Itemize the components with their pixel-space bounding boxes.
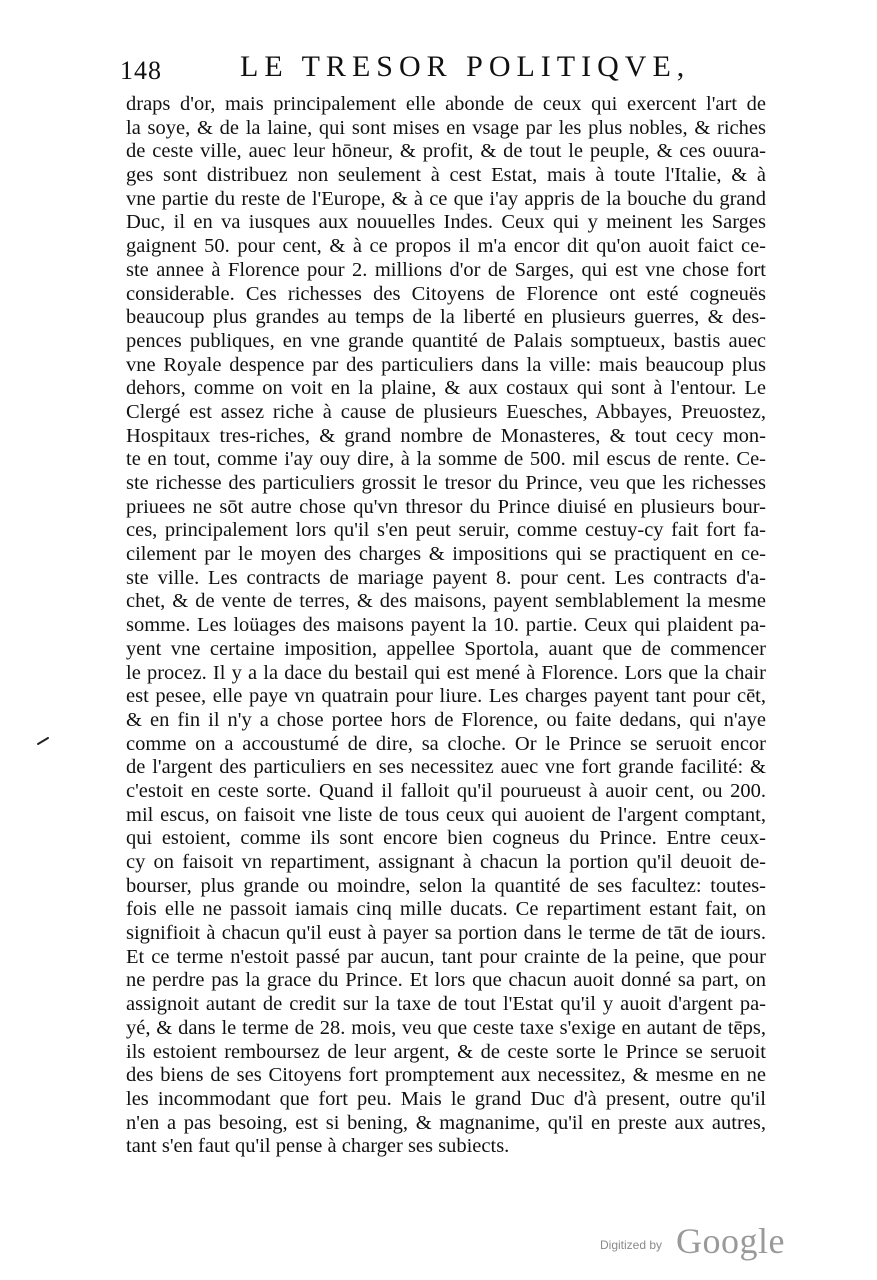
text-line: mil escus, on faisoit vne liste de tous ceux qui auoient de l'argent comptant, <box>126 803 766 826</box>
text-line: c'estoit en ceste sorte. Quand il falloit qu'il pourueust à auoir cent, ou 200. <box>126 779 766 802</box>
text-line: tant s'en faut qu'il pense à charger ses subiects. <box>126 1135 510 1158</box>
text-line: Et ce terme n'estoit passé par aucun, tant pour crainte de la peine, que pour <box>126 945 766 968</box>
text-line: signifioit à chacun qu'il eust à payer sa portion dans le terme de tāt de iours. <box>126 922 766 945</box>
text-line: vne Royale despence par des particuliers dans la ville: mais beaucoup plus <box>126 353 766 376</box>
margin-tick-mark <box>36 736 50 746</box>
text-line: Hospitaux tres-riches, & grand nombre de Monasteres, & tout cecy mon- <box>126 424 766 447</box>
page-number: 148 <box>120 56 162 85</box>
text-line: bourser, plus grande ou moindre, selon la quantité de ses facultez: toutes- <box>126 874 766 897</box>
text-line: vne partie du reste de l'Europe, & à ce que i'ay appris de la bouche du grand <box>126 187 766 210</box>
text-line: n'en a pas besoing, est si bening, & magnanime, qu'il en preste aux autres, <box>126 1111 766 1134</box>
text-line: cilement par le moyen des charges & impositions qui se practiquent en ce- <box>126 543 766 566</box>
text-line: ne perdre pas la grace du Prince. Et lors que chacun auoit donné sa part, on <box>126 969 766 992</box>
text-line: Duc, il en va iusques aux nouuelles Indes. Ceux qui y meinent les Sarges <box>126 211 766 234</box>
text-line: ste annee à Florence pour 2. millions d'or de Sarges, qui est vne chose fort <box>126 258 766 281</box>
text-line: yé, & dans le terme de 28. mois, veu que ceste taxe s'exige en autant de tēps, <box>126 1016 766 1039</box>
body-text <box>126 93 766 1159</box>
text-line: chet, & de vente de terres, & des maisons, payent semblablement la mesme <box>126 590 766 613</box>
digitized-watermark <box>600 1220 790 1264</box>
text-line: somme. Les loüages des maisons payent la 10. partie. Ceux qui plaident pa- <box>126 614 766 637</box>
text-line: te en tout, comme i'ay ouy dire, à la somme de 500. mil escus de rente. Ce- <box>126 448 766 471</box>
text-line: pences publiques, en vne grande quantité de Palais somptueux, bastis auec <box>126 329 766 352</box>
running-title: LE TRESOR POLITIQVE, <box>240 50 691 83</box>
text-line: ste ville. Les contracts de mariage payent 8. pour cent. Les contracts d'a- <box>126 566 766 589</box>
text-line: de ceste ville, auec leur hōneur, & profit, & de tout le peuple, & ces ouura- <box>126 140 766 163</box>
running-head <box>120 50 780 86</box>
text-line: & en fin il n'y a chose portee hors de Florence, ou faite dedans, qui n'aye <box>126 708 766 731</box>
text-line: yent vne certaine imposition, appellee Sportola, auant que de commencer <box>126 637 766 660</box>
text-line: ste richesse des particuliers grossit le tresor du Prince, veu que les richesses <box>126 472 766 494</box>
text-line: assignoit autant de credit sur la taxe de tout l'Estat qu'il y auoit d'argent pa- <box>126 993 766 1016</box>
text-line: de l'argent des particuliers en ses necessitez auec vne fort grande facilité: & <box>126 756 766 779</box>
text-line: gaignent 50. pour cent, & à ce propos il m'a encor dit qu'on auoit faict ce- <box>126 235 766 258</box>
text-line: des biens de ses Citoyens fort promptement aux necessitez, & mesme en ne <box>126 1064 766 1087</box>
text-line: beaucoup plus grandes au temps de la liberté en plusieurs guerres, & des- <box>126 306 766 329</box>
text-line: Clergé est assez riche à cause de plusieurs Euesches, Abbayes, Preuostez, <box>126 400 766 423</box>
text-line: comme on a accoustumé de dire, sa cloche. Or le Prince se seruoit encor <box>126 732 766 755</box>
text-line: est pesee, elle paye vn quatrain pour liure. Les charges payent tant pour cēt, <box>126 685 766 708</box>
google-logo: Google <box>676 1221 785 1261</box>
text-line: priuees ne sōt autre chose qu'vn thresor du Prince diuisé en plusieurs bour- <box>126 495 766 518</box>
text-line: cy on faisoit vn repartiment, assignant à chacun la portion qu'il deuoit de- <box>126 851 766 873</box>
text-line: ces, principalement lors qu'il s'en peut seruir, comme cestuy-cy fait fort fa- <box>126 519 766 542</box>
text-line: considerable. Ces richesses des Citoyens de Florence ont esté cogneuës <box>126 282 766 305</box>
text-line: qui estoient, comme ils sont encore bien cogneus du Prince. Entre ceux- <box>126 827 766 850</box>
text-line: draps d'or, mais principalement elle abonde de ceux qui exercent l'art de <box>126 93 766 115</box>
text-line: ils estoient remboursez de leur argent, & de ceste sorte le Prince se seruoit <box>126 1040 766 1063</box>
watermark-prefix: Digitized by <box>600 1238 663 1252</box>
text-line: ges sont distribuez non seulement à cest Estat, mais à toute l'Italie, & à <box>126 164 766 187</box>
text-line: dehors, comme on voit en la plaine, & aux costaux qui sont à l'entour. Le <box>126 377 766 400</box>
text-line: la soye, & de la laine, qui sont mises en vsage par les plus nobles, & riches <box>126 116 766 139</box>
text-line: fois elle ne passoit iamais cinq mille ducats. Ce repartiment estant fait, on <box>126 898 766 921</box>
text-line: le procez. Il y a la dace du bestail qui est mené à Florence. Lors que la chair <box>126 661 766 684</box>
text-line: les incommodant que fort peu. Mais le grand Duc d'à present, outre qu'il <box>126 1087 766 1110</box>
